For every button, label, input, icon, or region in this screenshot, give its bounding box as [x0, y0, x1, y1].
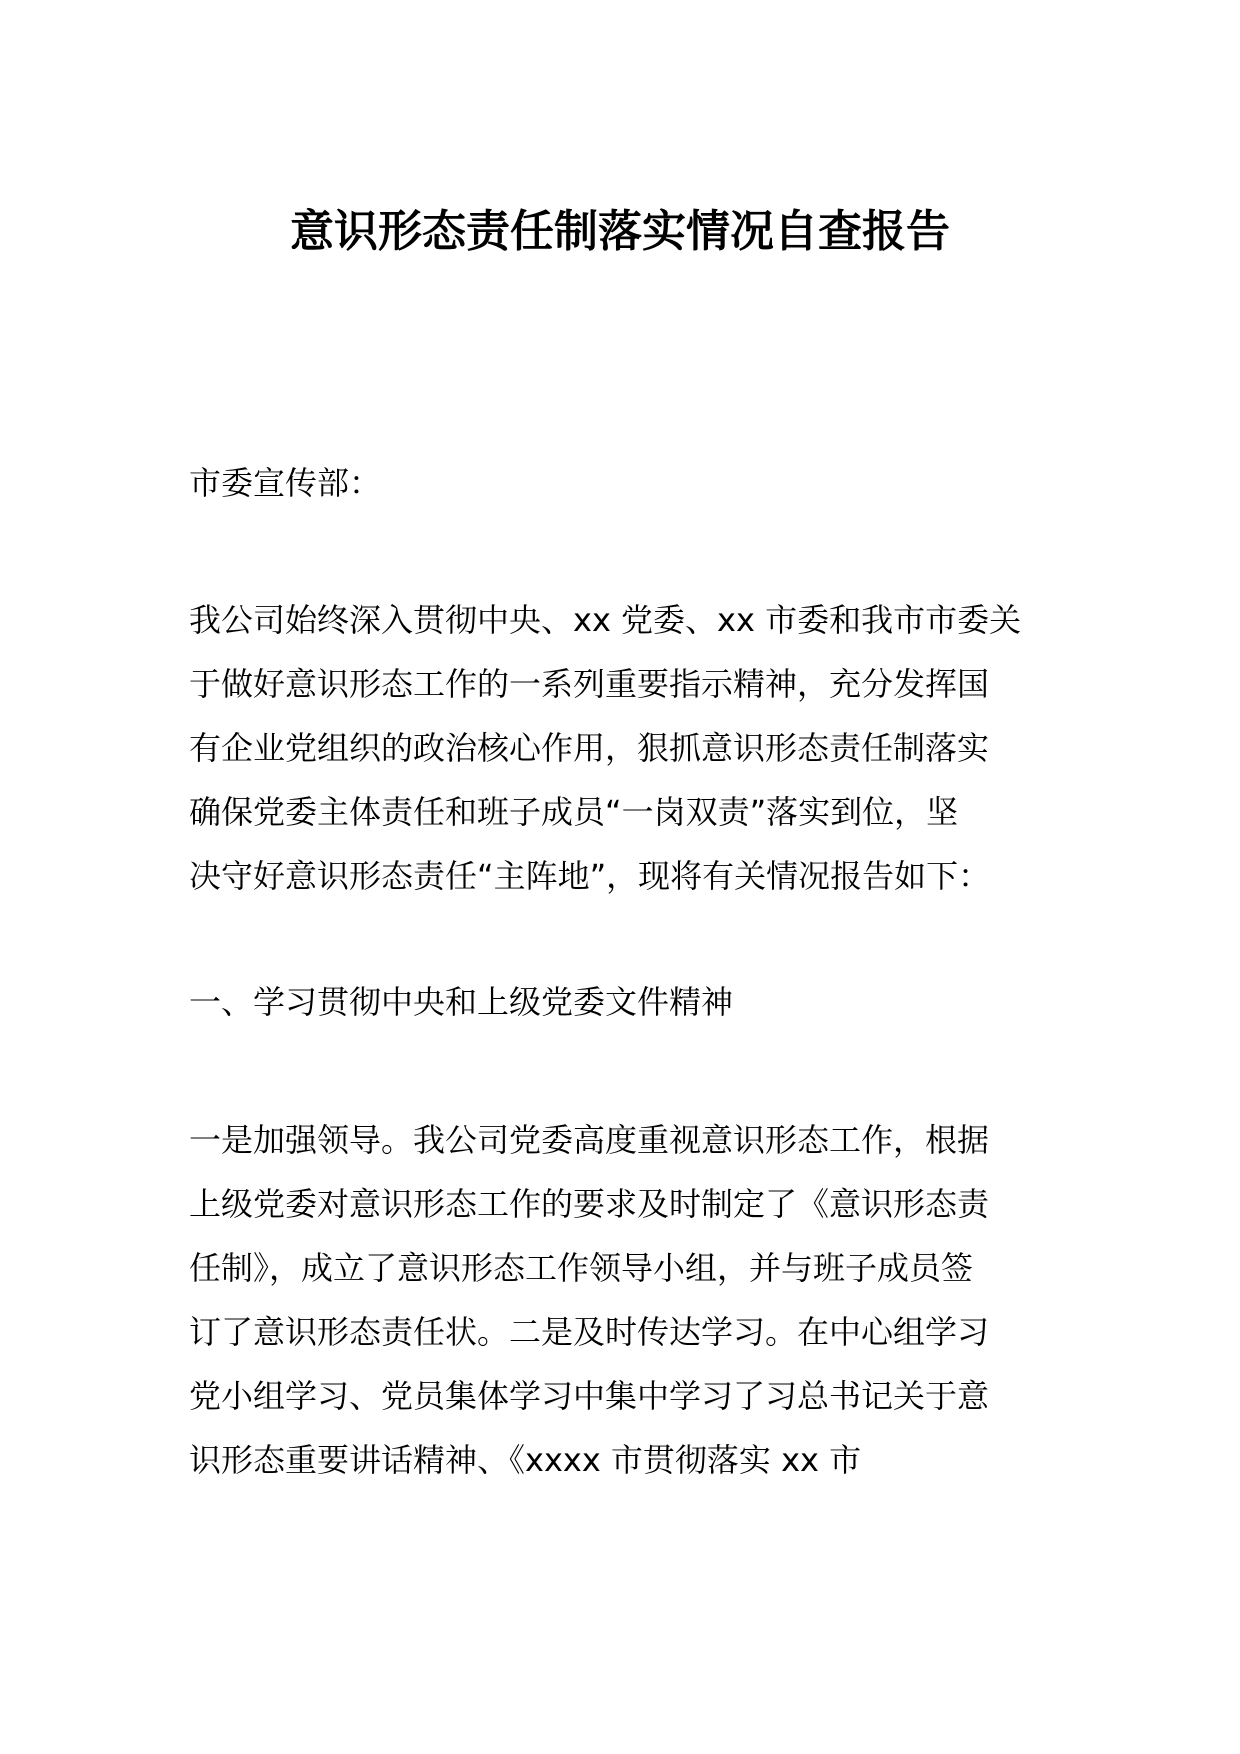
paragraph-line: 上级党委对意识形态工作的要求及时制定了《意识形态责 — [189, 1185, 990, 1223]
paragraph-line: 有企业党组织的政治核心作用，狠抓意识形态责任制落实 — [189, 729, 990, 767]
salutation: 市委宣传部： — [189, 464, 382, 502]
document-title: 意识形态责任制落实情况自查报告 — [290, 206, 950, 257]
paragraph-section-1 — [189, 1108, 1069, 1492]
paragraph-line: 党小组学习、党员集体学习中集中学习了习总书记关于意 — [189, 1377, 990, 1415]
paragraph-line: 决守好意识形态责任“主阵地”，现将有关情况报告如下： — [189, 857, 991, 895]
paragraph-line: 于做好意识形态工作的一系列重要指示精神，充分发挥国 — [189, 665, 990, 703]
paragraph-intro — [189, 588, 1069, 908]
paragraph-line: 任制》，成立了意识形态工作领导小组，并与班子成员签 — [189, 1249, 974, 1287]
paragraph-line: 我公司始终深入贯彻中央、xx 党委、xx 市委和我市市委关 — [189, 601, 1022, 639]
paragraph-line: 订了意识形态责任状。二是及时传达学习。在中心组学习 — [189, 1313, 990, 1351]
section-heading-1: 一、学习贯彻中央和上级党委文件精神 — [189, 983, 734, 1021]
paragraph-line: 确保党委主体责任和班子成员“一岗双责”落实到位，坚 — [189, 793, 959, 831]
paragraph-line: 一是加强领导。我公司党委高度重视意识形态工作，根据 — [189, 1121, 990, 1159]
paragraph-line: 识形态重要讲话精神、《xxxx 市贯彻落实 xx 市 — [189, 1441, 862, 1479]
